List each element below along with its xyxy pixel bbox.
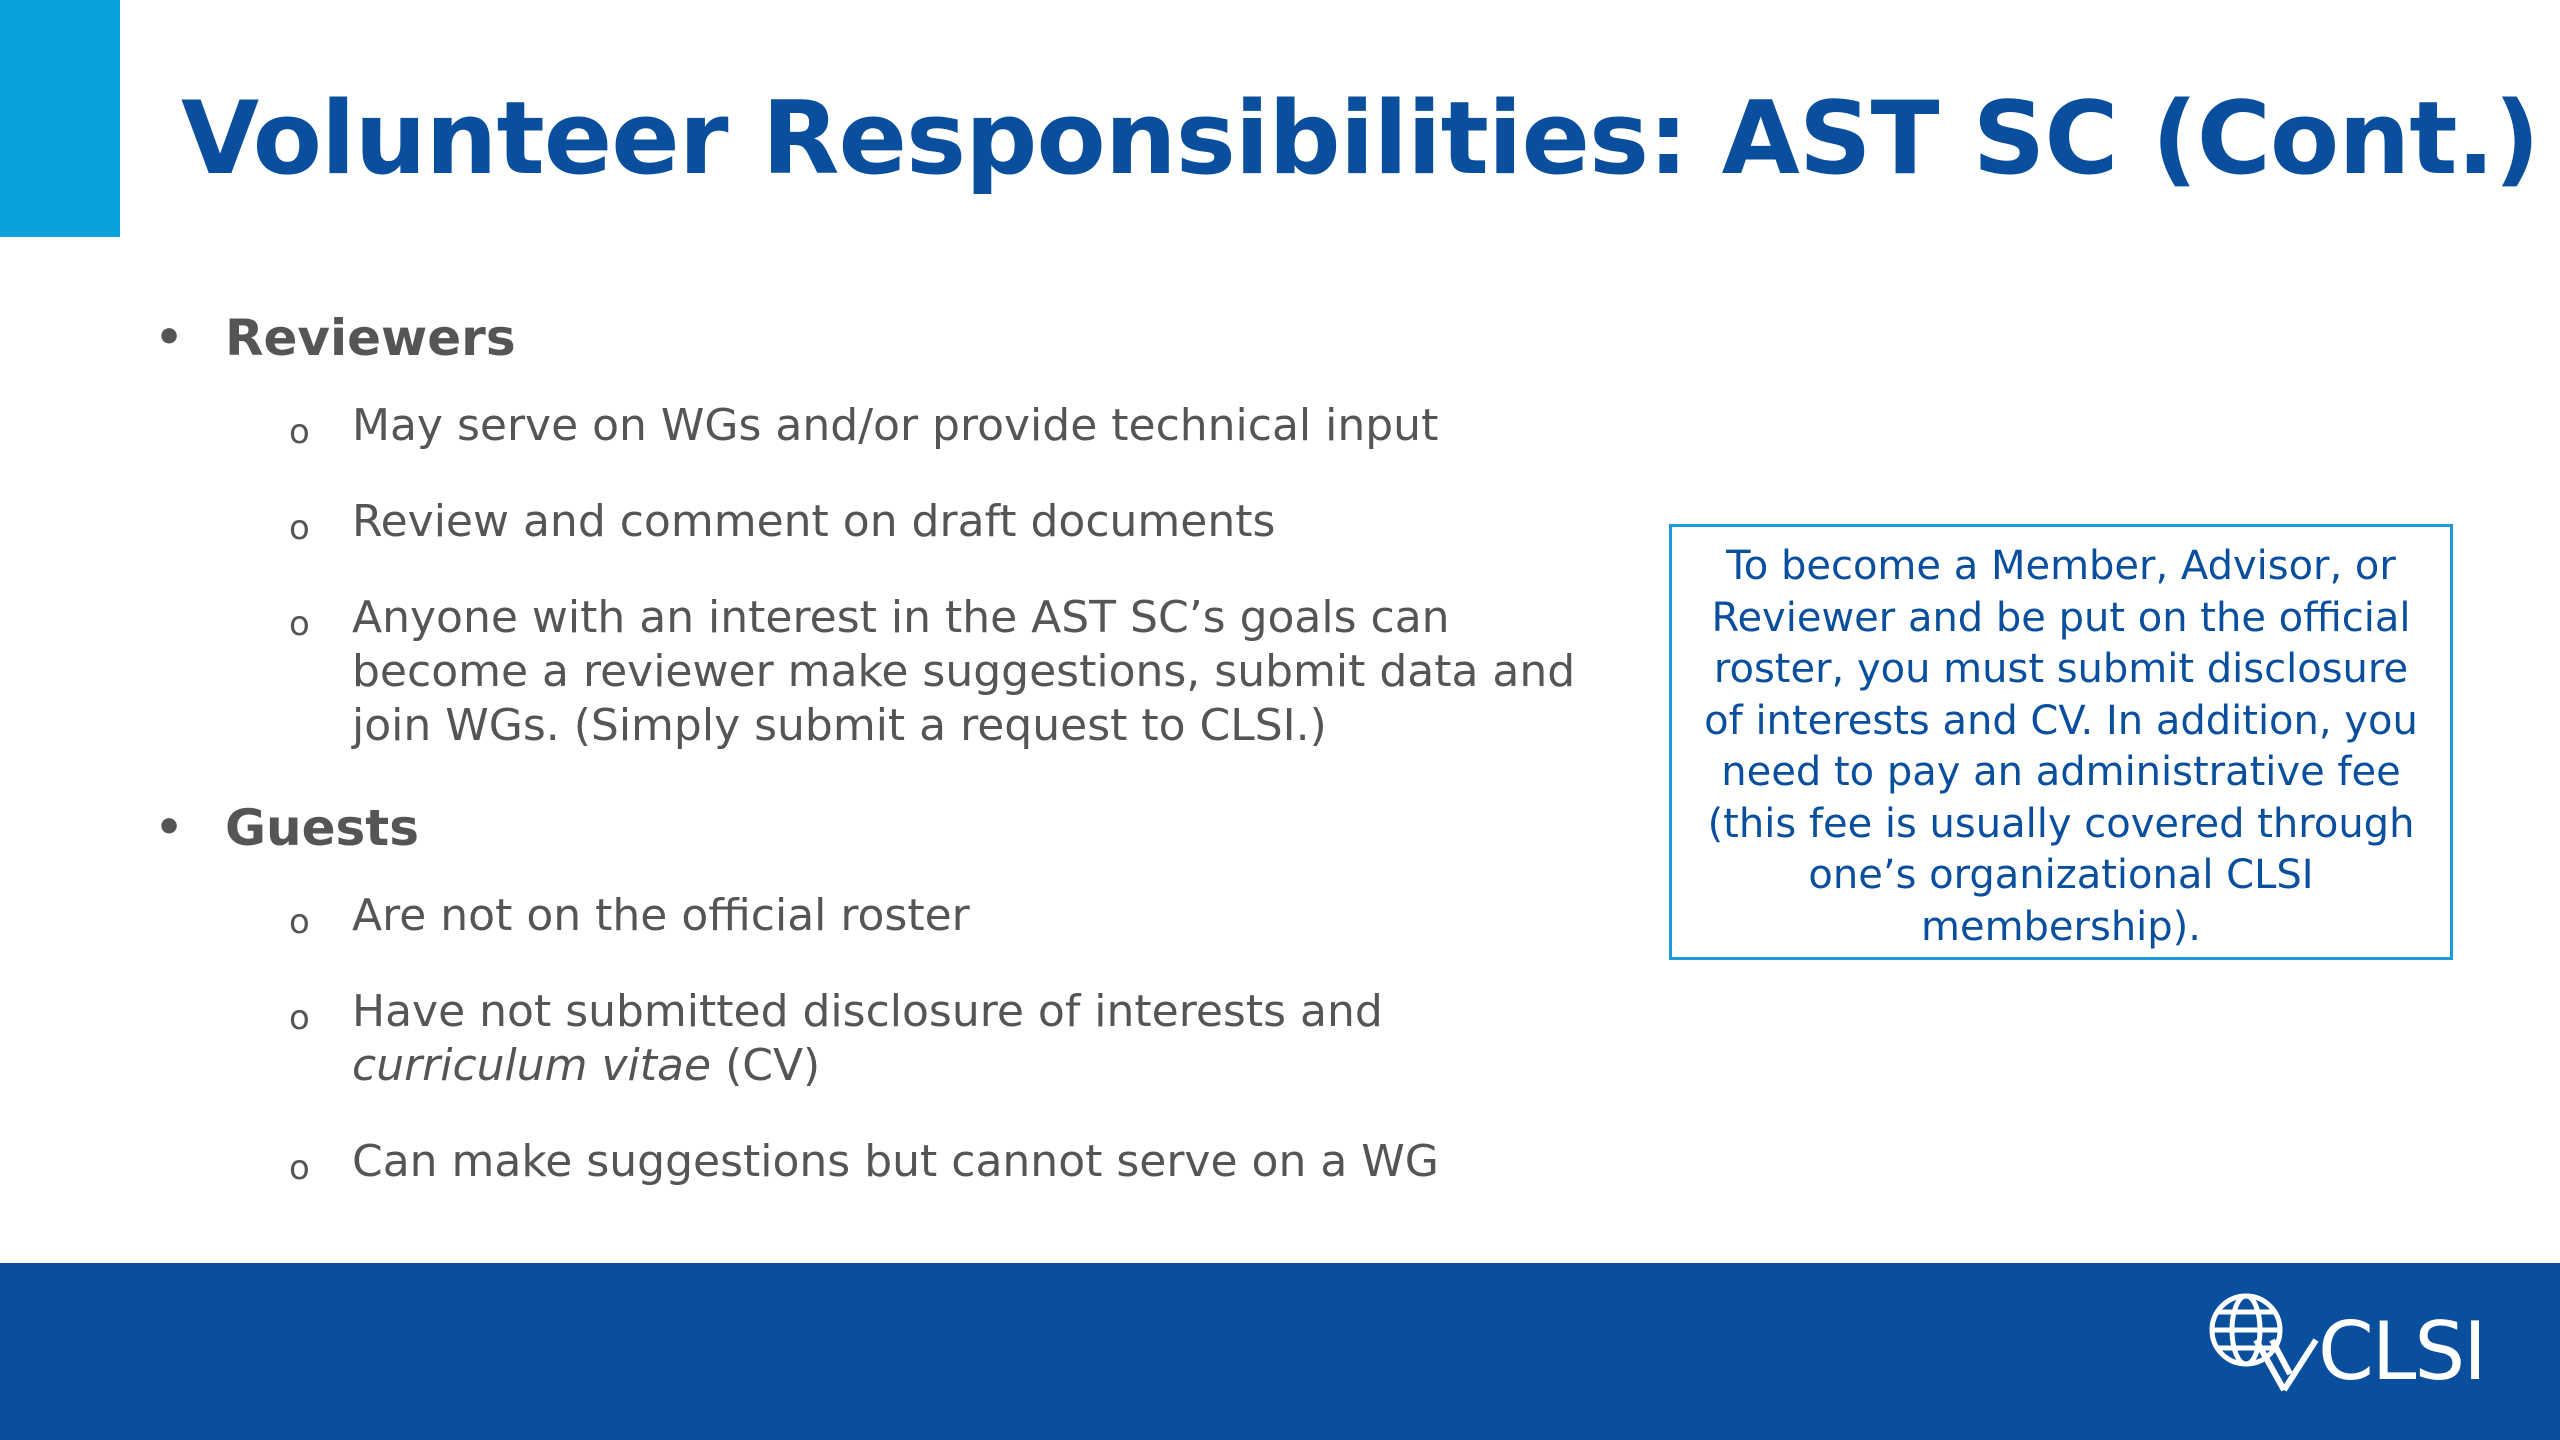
clsi-logo (2206, 1290, 2486, 1410)
sub-item (155, 1135, 1615, 1189)
slide-title: Volunteer Responsibilities: AST SC (Cont.) (181, 79, 2540, 197)
sub-item-text (352, 986, 1383, 1091)
sub-item-text-part: Have not submitted disclosure of interests and (352, 986, 1383, 1037)
content-area (155, 305, 1615, 1231)
sub-item (155, 399, 1615, 453)
circle-bullet-icon: o (289, 1148, 310, 1188)
accent-block (0, 0, 120, 237)
sub-item-text: May serve on WGs and/or provide technical input (352, 400, 1439, 451)
italic-term: curriculum vitae (352, 1040, 712, 1091)
logo-text: CLSI (2318, 1305, 2485, 1398)
bullet-heading: Reviewers (225, 309, 516, 367)
sub-item-text: Are not on the official roster (352, 890, 970, 941)
sub-item (155, 985, 1615, 1093)
bullet-heading: Guests (225, 799, 419, 857)
bullet-dot: • (155, 312, 184, 363)
bullet-reviewers (155, 305, 1615, 371)
sub-item (155, 889, 1615, 943)
bullet-dot: • (155, 802, 184, 853)
sub-item-text: Review and comment on draft documents (352, 496, 1276, 547)
circle-bullet-icon: o (289, 412, 310, 452)
sub-item-text: Can make suggestions but cannot serve on a WG (352, 1136, 1439, 1187)
sub-item (155, 591, 1615, 753)
circle-bullet-icon: o (289, 508, 310, 548)
circle-bullet-icon: o (289, 998, 310, 1038)
callout-box: To become a Member, Advisor, or Reviewer and be put on the official roster, you must submit disclosure of interests and CV. In addition, you need to pay an administrative fee (this fee is usually covered through one’s organizational CLSI membership). (1669, 524, 2453, 960)
sub-item-text: Anyone with an interest in the AST SC’s goals can become a reviewer make suggestions, submit data and join WGs. (Simply submit a request to CLSI.) (352, 592, 1576, 751)
bullet-guests (155, 795, 1615, 861)
sub-item-text-part: (CV) (711, 1040, 821, 1091)
circle-bullet-icon: o (289, 902, 310, 942)
sub-item (155, 495, 1615, 549)
footer-bar (0, 1263, 2560, 1440)
circle-bullet-icon: o (289, 604, 310, 644)
